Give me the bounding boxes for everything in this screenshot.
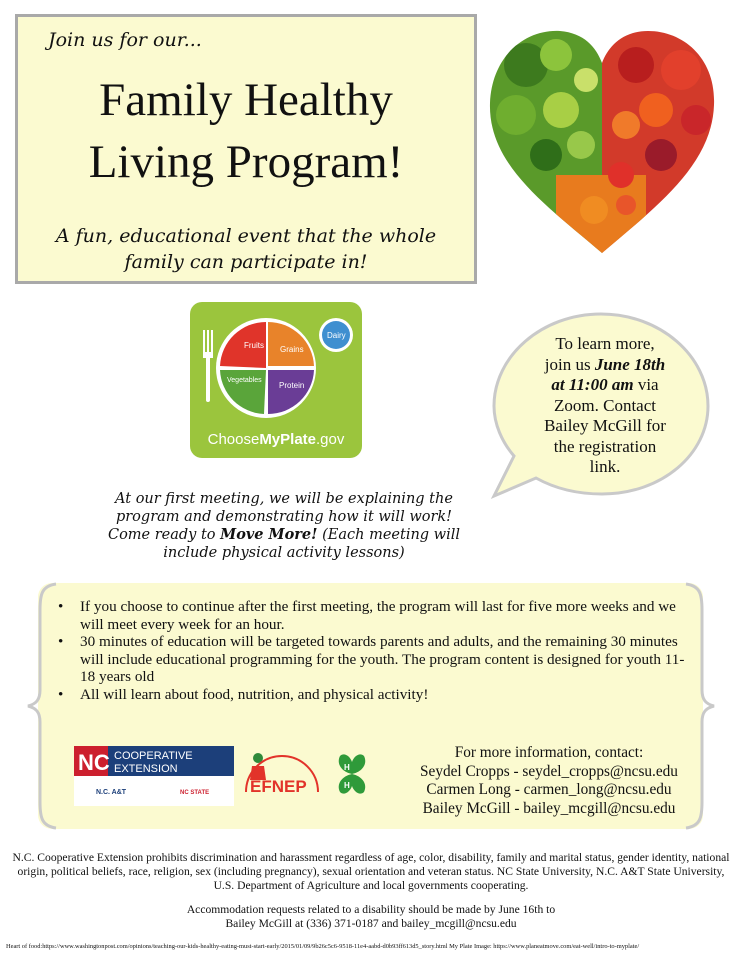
svg-text:H: H: [344, 763, 350, 772]
ncstate-text: NC STATE: [180, 790, 210, 796]
bubble-line-4: Zoom. Contact: [554, 395, 656, 415]
contact-info: [386, 744, 712, 818]
efnep-logo: [244, 748, 320, 802]
ncat-text: N.C. A&T: [96, 789, 127, 796]
cooperative-text: COOPERATIVE: [114, 750, 193, 762]
contact-person: Bailey McGill - bailey_mcgill@ncsu.edu: [422, 799, 676, 817]
contact-person: Carmen Long - carmen_long@ncsu.edu: [426, 781, 672, 798]
meeting-line-4: include physical activity lessons): [163, 545, 405, 561]
brand-prefix: Choose: [207, 431, 260, 448]
bubble-date: June 18th: [594, 354, 666, 374]
contact-heading: For more information, contact:: [454, 744, 644, 761]
subtitle-line-2: family can participate in!: [124, 251, 368, 273]
protein-label: Protein: [279, 381, 305, 390]
legal-notice: N.C. Cooperative Extension prohibits discrimination and harassment regardless of age, color, disability, family and marital status, gender identity, national origin, political beliefs, race, religion, sex (including pregnancy), sexual orientation and veteran status. NC State University, N.C. A&T State University, U.S. Department of Agriculture and local governments cooperating.: [12, 851, 730, 892]
bubble-line-3-post: via: [633, 375, 659, 394]
accommodation-line-2: Bailey McGill at (336) 371-0187 and bailey_mcgill@ncsu.edu: [225, 917, 517, 930]
bubble-line-2-pre: join us: [544, 354, 595, 374]
efnep-text: EFNEP: [250, 777, 307, 796]
meeting-line-1: At our first meeting, we will be explaining the: [115, 491, 453, 507]
fork-icon: [203, 330, 213, 402]
meeting-line-3: [86, 526, 482, 544]
list-item: • If you choose to continue after the first meeting, the program will last for five more weeks and we will meet every week for an hour.: [56, 598, 691, 633]
extension-text: EXTENSION: [114, 763, 178, 775]
myplate-brand: [190, 431, 362, 448]
brand-suffix: .gov: [316, 431, 345, 448]
svg-text:H: H: [344, 781, 350, 790]
vegetables-label: Vegetables: [227, 377, 262, 384]
title-line-1: Family Healthy: [99, 74, 393, 126]
title-box: [15, 14, 477, 284]
bubble-line-7: link.: [589, 457, 621, 476]
nc-cooperative-extension-logo: [74, 746, 234, 806]
bubble-text: [517, 334, 693, 478]
4h-clover-logo: [328, 750, 376, 802]
left-brace: [24, 580, 60, 832]
myplate-logo: [190, 302, 362, 458]
nc-text: NC: [78, 750, 110, 775]
bubble-line-5: Bailey McGill for: [544, 416, 666, 435]
page-title: [18, 69, 474, 193]
meeting-text: [86, 490, 482, 562]
accommodation-notice: [10, 903, 732, 931]
bubble-line-2: [517, 355, 693, 376]
contact-person: Seydel Cropps - seydel_cropps@ncsu.edu: [420, 762, 678, 780]
list-item: • All will learn about food, nutrition, and physical activity!: [56, 686, 691, 704]
grains-label: Grains: [280, 345, 304, 354]
meeting-line-3-pre: Come ready to: [107, 527, 221, 543]
title-line-2: Living Program!: [88, 136, 404, 188]
bubble-line-3: [517, 375, 693, 396]
program-details-list: [56, 598, 691, 703]
fruits-label: Fruits: [244, 341, 264, 350]
meeting-line-2: program and demonstrating how it will work!: [115, 509, 453, 525]
subtitle-line-1: A fun, educational event that the whole: [55, 225, 437, 247]
brand-bold: MyPlate: [259, 431, 317, 448]
plate-graphic: [190, 302, 362, 432]
dairy-label: Dairy: [327, 331, 346, 340]
vegetable-heart-image: [486, 25, 718, 255]
intro-text: Join us for our...: [48, 29, 202, 51]
bubble-line-6: the registration: [553, 436, 657, 456]
bubble-time: at 11:00 am: [551, 375, 634, 394]
image-credits: Heart of food:https://www.washingtonpost.com/opinions/teaching-our-kids-healthy-eating-must-start-early/2015/01/09/9b26c5c6-9518-11e4-aabd-d0b93ff613d5_story.html My Plate Image: https://www.planeatmove.com/eat-well/intro-to-myplate/: [6, 943, 640, 950]
meeting-line-3-post: (Each meeting will: [317, 527, 461, 543]
bubble-line-1: To learn more,: [555, 334, 655, 353]
subtitle: [18, 223, 474, 275]
accommodation-line-1: Accommodation requests related to a disability should be made by June 16th to: [186, 903, 556, 916]
list-item: • 30 minutes of education will be targeted towards parents and adults, and the remaining 30 minutes will include educational programming for the youth. The program content is designed for youth 11-18 years old: [56, 633, 691, 686]
move-more-text: Move More!: [220, 526, 318, 543]
